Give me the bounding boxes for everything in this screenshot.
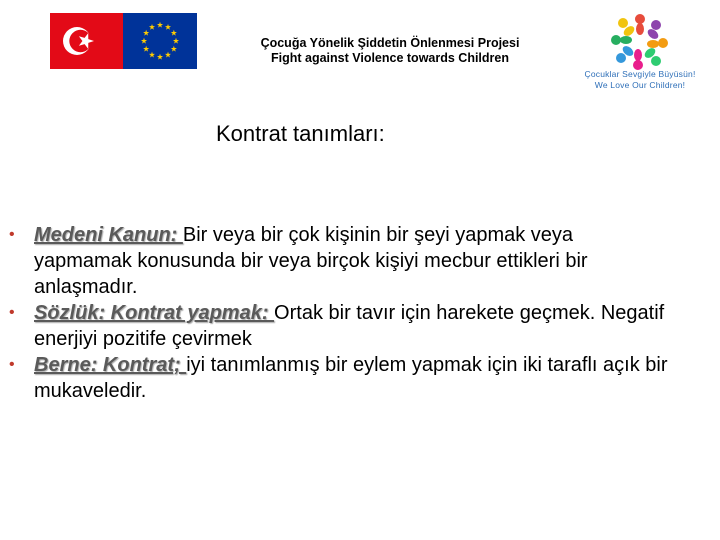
turkey-flag-icon (50, 13, 124, 69)
logo-slogan (560, 69, 720, 91)
list-item (9, 300, 674, 352)
definition-term: Berne: Kontrat; (34, 354, 187, 376)
list-item (9, 352, 674, 404)
project-header (200, 36, 580, 66)
bullet-icon: • (9, 304, 15, 321)
slogan-en: We Love Our Children! (594, 80, 686, 90)
definitions-list (9, 222, 674, 404)
list-item (9, 222, 674, 300)
definition-text: Bir veya bir çok kişinin bir şeyi yapmak veya yapmamak konusunda bir veya birçok kişiyi mecbur ettikleri bir anlaşmadır. (34, 224, 588, 298)
definition-text: iyi tanımlanmış bir eylem yapmak için iki taraflı açık bir mukaveledir. (34, 354, 668, 402)
bullet-icon: • (9, 356, 15, 373)
slogan-tr: Çocuklar Sevgiyle Büyüsün! (584, 69, 696, 79)
definition-text: Ortak bir tavır için harekete geçmek. Negatif enerjiyi pozitife çevirmek (34, 302, 665, 350)
eu-flag-icon (123, 13, 197, 69)
project-title-tr: Çocuğa Yönelik Şiddetin Önlenmesi Projesi (260, 36, 520, 50)
slide-title: Kontrat tanımları: (216, 121, 385, 146)
definition-term: Sözlük: Kontrat yapmak: (34, 302, 275, 324)
children-logo-icon (610, 12, 670, 70)
bullet-icon: • (9, 226, 15, 243)
project-title-en: Fight against Violence towards Children (270, 51, 509, 65)
definition-term: Medeni Kanun: (34, 224, 183, 246)
